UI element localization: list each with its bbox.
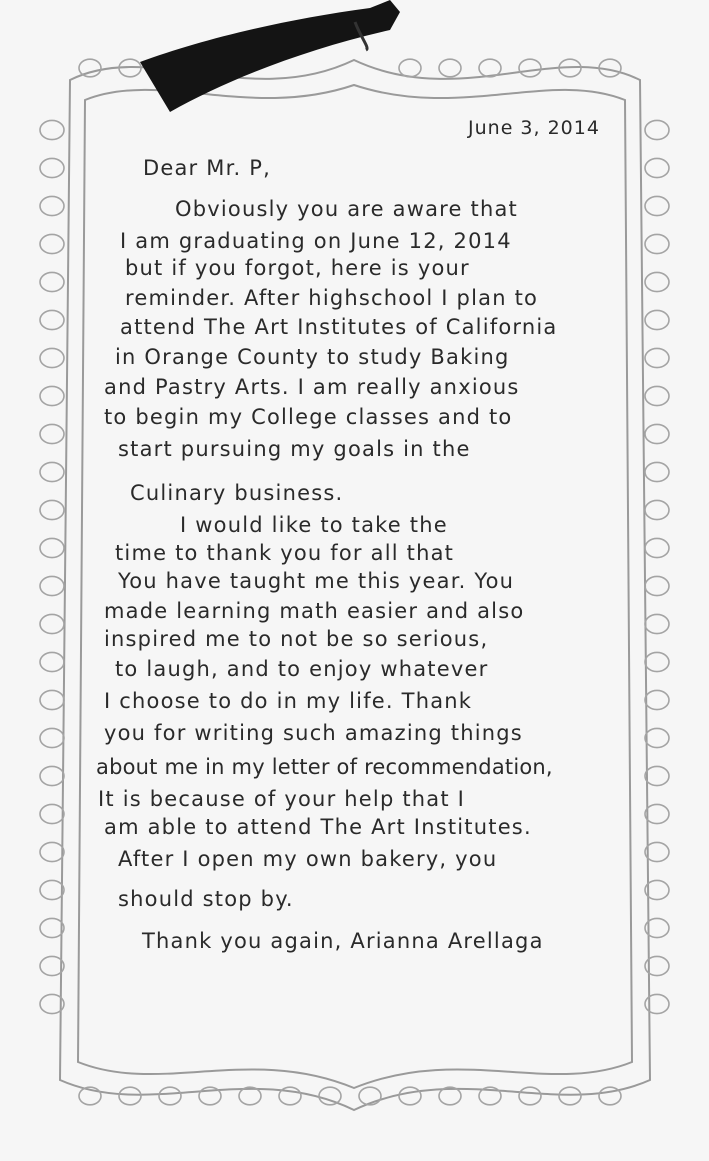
salutation: Dear Mr. P, — [143, 156, 271, 180]
letter-line: and Pastry Arts. I am really anxious — [104, 375, 520, 399]
letter-line: I would like to take the — [180, 513, 448, 537]
letter-line: attend The Art Institutes of California — [120, 315, 558, 339]
letter-line: inspired me to not be so serious, — [104, 627, 489, 651]
letter-date: June 3, 2014 — [468, 117, 600, 139]
letter-line: but if you forgot, here is your — [125, 256, 470, 280]
letter-line: in Orange County to study Baking — [115, 345, 510, 369]
letter-line: time to thank you for all that — [115, 541, 455, 565]
letter-line: I am graduating on June 12, 2014 — [120, 229, 512, 253]
letter-line: to begin my College classes and to — [104, 405, 513, 429]
letter-line: After I open my own bakery, you — [118, 847, 498, 871]
letter-line: reminder. After highschool I plan to — [125, 286, 539, 310]
letter-line: you for writing such amazing things — [104, 721, 523, 745]
letter-line: am able to attend The Art Institutes. — [104, 815, 532, 839]
letter-line: I choose to do in my life. Thank — [104, 689, 473, 713]
letter-line: start pursuing my goals in the — [118, 437, 471, 461]
letter-line: Obviously you are aware that — [175, 197, 518, 221]
letter-line: made learning math easier and also — [104, 599, 525, 623]
letter-line: Culinary business. — [130, 481, 344, 505]
letter-line: You have taught me this year. You — [118, 569, 515, 593]
letter-line: about me in my letter of recommendation, — [96, 755, 553, 779]
closing-signature: Thank you again, Arianna Arellaga — [142, 929, 544, 953]
letter-line: to laugh, and to enjoy whatever — [115, 657, 489, 681]
letter-line: It is because of your help that I — [98, 787, 466, 811]
letter-line: should stop by. — [118, 887, 294, 911]
